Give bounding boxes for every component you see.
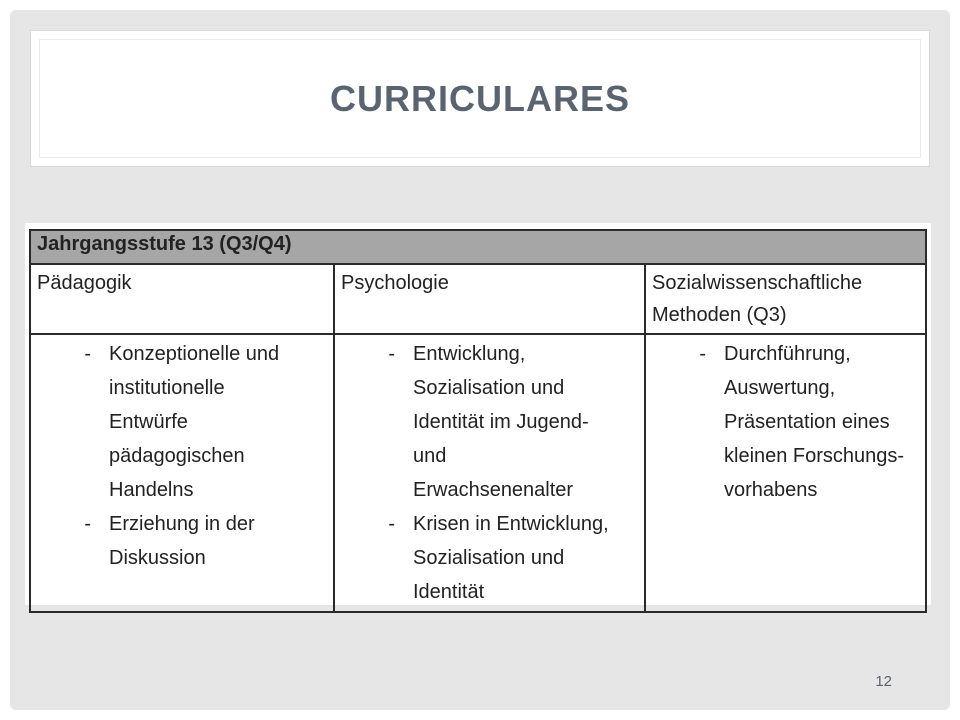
slide <box>10 10 950 710</box>
topic-line: Diskussion <box>109 547 206 569</box>
column-header-psychologie <box>334 264 645 334</box>
topic-line: Auswertung, <box>724 377 836 399</box>
topic-line: Handelns <box>109 479 194 501</box>
topic-text <box>724 337 919 507</box>
topic-text <box>413 507 638 609</box>
dash-bullet: - <box>699 343 706 365</box>
list-item <box>341 507 638 609</box>
list-item <box>37 337 327 507</box>
content-cell-methoden <box>645 334 926 612</box>
topic-line: Entwicklung, <box>413 343 526 365</box>
curriculum-table-image <box>25 223 931 605</box>
slide-title: CURRICULARES <box>330 77 630 119</box>
title-box <box>30 30 930 167</box>
topic-text <box>109 507 327 575</box>
topic-line: Konzeptionelle und <box>109 343 280 365</box>
topic-line: Entwürfe <box>109 411 188 433</box>
list-item <box>37 507 327 575</box>
column-header-line: Pädagogik <box>37 272 132 294</box>
topic-line: Sozialisation und <box>413 547 565 569</box>
topic-line: vorhabens <box>724 479 818 501</box>
dash-bullet: - <box>84 513 91 535</box>
topic-line: Krisen in Entwicklung, <box>413 513 609 535</box>
dash-bullet: - <box>388 343 395 365</box>
grade-header-cell: Jahrgangsstufe 13 (Q3/Q4) <box>30 230 926 264</box>
topic-line: Präsentation eines <box>724 411 890 433</box>
content-cell-paedagogik <box>30 334 334 612</box>
topic-list <box>341 337 638 609</box>
list-item <box>652 337 919 507</box>
content-cell-psychologie <box>334 334 645 612</box>
dash-bullet: - <box>388 513 395 535</box>
dash-bullet: - <box>84 343 91 365</box>
column-header-line: Sozialwissenschaftliche <box>652 272 863 294</box>
column-header-row <box>30 264 926 334</box>
column-header-paedagogik <box>30 264 334 334</box>
column-header-line: Methoden (Q3) <box>652 304 787 326</box>
topic-list <box>652 337 919 507</box>
topic-line: und <box>413 445 447 467</box>
topic-line: kleinen Forschungs- <box>724 445 905 467</box>
curriculum-table <box>29 229 927 613</box>
content-row <box>30 334 926 612</box>
column-header-methoden <box>645 264 926 334</box>
list-item <box>341 337 638 507</box>
topic-line: Identität im Jugend- <box>413 411 589 433</box>
topic-line: Erziehung in der <box>109 513 255 535</box>
grade-header-row <box>30 230 926 264</box>
topic-list <box>37 337 327 575</box>
topic-text <box>413 337 638 507</box>
topic-line: Identität <box>413 581 485 603</box>
topic-line: institutionelle <box>109 377 225 399</box>
topic-text <box>109 337 327 507</box>
column-header-line: Psychologie <box>341 272 449 294</box>
topic-line: Sozialisation und <box>413 377 565 399</box>
topic-line: Erwachsenenalter <box>413 479 574 501</box>
topic-line: pädagogischen <box>109 445 245 467</box>
page-number: 12 <box>875 673 892 690</box>
topic-line: Durchführung, <box>724 343 851 365</box>
